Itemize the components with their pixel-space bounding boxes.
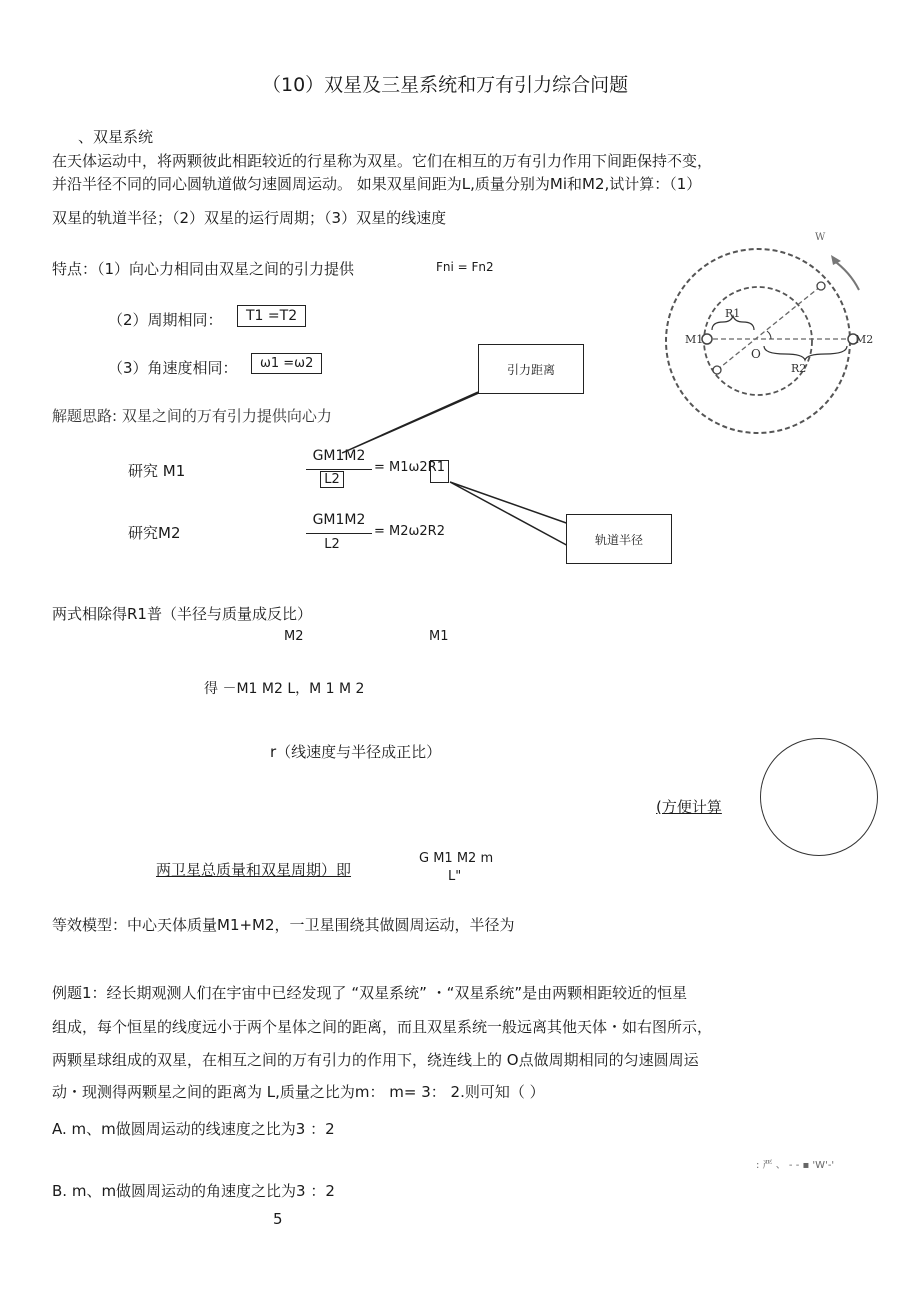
m1-star (702, 334, 712, 344)
gm-numerator: G M1 M2 m (419, 851, 494, 866)
study-2-numerator: GM1M2 (312, 512, 366, 528)
study-1-numerator: GM1M2 (312, 448, 366, 464)
page-title: （10）双星及三星系统和万有引力综合问题 (262, 74, 629, 96)
satellite-text: 两卫星总质量和双星周期）即 (156, 861, 352, 879)
study-1-rhs: = M1ω2R1 (374, 460, 445, 475)
example-line-2: 组成，每个恒星的线度远小于两个星体之间的距离，而且双星系统一般远离其他天体・如右图所示， (52, 1018, 713, 1036)
example-line-1: 例题1：经长期观测人们在宇宙中已经发现了 “双星系统” ・“双星系统”是由两颗相距较近的恒星 (52, 984, 688, 1002)
velocity-relation: r（线速度与半径成正比） (270, 743, 442, 761)
get-equation: 得 －M1 M2 L，M 1 M 2 (204, 681, 365, 697)
option-a: A. m、m做圆周运动的线速度之比为3 ：2 (52, 1120, 335, 1138)
example-line-3: 两颗星球组成的双星，在相互之间的万有引力的作用下，绕连线上的 O点做周期相同的匀速圆周运 (52, 1051, 699, 1069)
callout-gravity-distance: 引力距离 (478, 344, 584, 394)
period-equation: T1 =T2 (237, 305, 306, 327)
inner-orbit (704, 287, 812, 395)
center-o-label: O (751, 347, 761, 361)
study-1-label: 研究 M1 (128, 462, 186, 480)
feature-3-label: （3）角速度相同： (108, 359, 238, 377)
r1-label: R1 (725, 307, 741, 320)
study-2-denominator: L2 (324, 537, 340, 552)
intro-line-2: 并沿半径不同的同心圆轨道做匀速圆周运动。 如果双星间距为L,质量分别为Mi和M2,试计算：（1） (52, 175, 702, 193)
intro-line-3: 双星的轨道半径；（2）双星的运行周期；（3）双星的线速度 (52, 209, 447, 227)
study-2-label: 研究M2 (128, 524, 181, 542)
orbit-radius-pointer (450, 482, 572, 548)
study-2-rhs: = M2ω2R2 (374, 524, 445, 539)
m2-label: M2 (855, 333, 874, 346)
equivalent-model: 等效模型：中心天体质量M1+M2，一卫星围绕其做圆周运动，半径为 (52, 916, 515, 934)
callout-orbit-radius: 轨道半径 (566, 514, 672, 564)
intro-line-1: 在天体运动中，将两颗彼此相距较近的行星称为双星。它们在相互的万有引力作用下间距保持不变， (52, 152, 713, 170)
option-b: B. m、m做圆周运动的角速度之比为3 ：2 (52, 1182, 335, 1200)
force-equation: Fni = Fn2 (436, 260, 494, 274)
m1-denominator: M1 (429, 629, 449, 644)
section-heading: 、双星系统 (78, 128, 154, 146)
r2-label: R2 (791, 362, 807, 375)
page-number: 5 (273, 1210, 283, 1228)
m1-star-later (713, 366, 721, 374)
approach-text: 解题思路: 双星之间的万有引力提供向心力 (52, 407, 332, 425)
omega-equation: ω1 =ω2 (251, 353, 322, 374)
gravity-distance-pointer (342, 385, 497, 453)
gm-denominator: L" (448, 869, 462, 884)
diagonal-line (717, 286, 821, 370)
binary-star-diagram (655, 222, 880, 437)
omega-label: W (815, 232, 826, 243)
circle-figure (760, 738, 878, 856)
rotation-arrow (833, 260, 859, 290)
r2-brace (764, 346, 847, 360)
feature-2-label: （2）周期相同： (108, 311, 223, 329)
angle-arc (767, 331, 771, 339)
m1-label: M1 (685, 333, 704, 346)
convenient-text: (方便计算 (656, 798, 722, 816)
feature-1: 特点：（1）向心力相同由双星之间的引力提供 (52, 260, 355, 278)
m2-denominator: M2 (284, 629, 304, 644)
corner-marks: : 严 、 - - ▪ 'W'-' (756, 1160, 835, 1171)
study-1-denominator: L2 (320, 471, 344, 488)
m2-star-later (817, 282, 825, 290)
example-line-4: 动・现测得两颗星之间的距离为 L,质量之比为m： m= 3： 2.则可知（ ） (52, 1083, 545, 1101)
rotation-arrowhead (831, 255, 841, 265)
divide-text: 两式相除得R1普（半径与质量成反比） (52, 605, 312, 623)
